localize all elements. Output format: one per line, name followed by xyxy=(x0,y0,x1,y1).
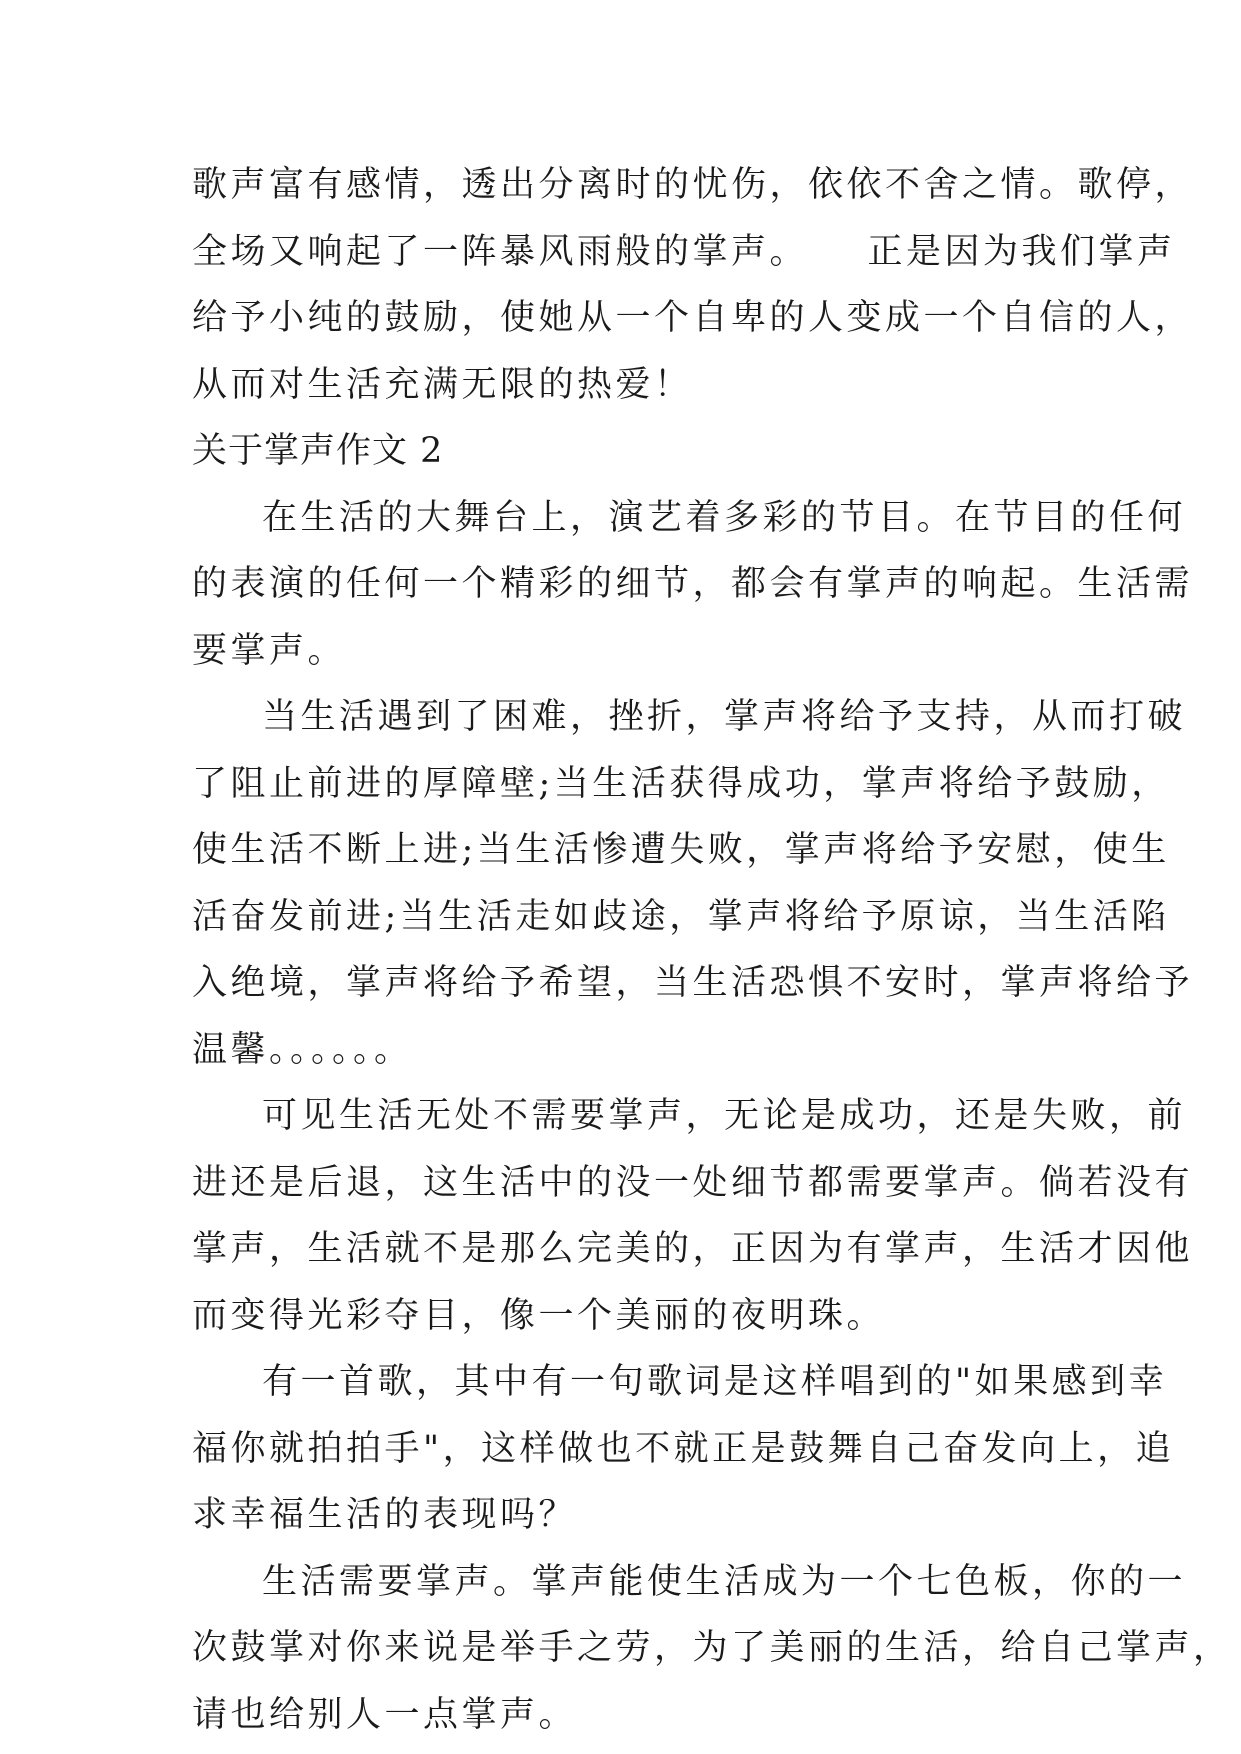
text-line: 了阻止前进的厚障壁;当生活获得成功，掌声将给予鼓励， xyxy=(192,763,1170,804)
text-line: 从而对生活充满无限的热爱！ xyxy=(192,364,693,405)
text-line: 次鼓掌对你来说是举手之劳，为了美丽的生活，给自己掌声， xyxy=(192,1628,1232,1668)
text-line: 求幸福生活的表现吗？ xyxy=(192,1495,578,1535)
text-line: 请也给别人一点掌声。 xyxy=(192,1694,578,1735)
text-line: 活奋发前进;当生活走如歧途，掌声将给予原谅，当生活陷 xyxy=(192,896,1170,937)
text-line: 给予小纯的鼓励，使她从一个自卑的人变成一个自信的人， xyxy=(192,298,1194,338)
text-line: 福你就拍拍手"，这样做也不就正是鼓舞自己奋发向上，追 xyxy=(192,1428,1175,1469)
text-line: 的表演的任何一个精彩的细节，都会有掌声的响起。生活需 xyxy=(192,564,1194,604)
paragraph-first-line: 生活需要掌声。掌声能使生活成为一个七色板，你的一 xyxy=(262,1561,1187,1602)
text-line: 而变得光彩夺目，像一个美丽的夜明珠。 xyxy=(192,1295,886,1336)
paragraph-first-line: 可见生活无处不需要掌声，无论是成功，还是失败，前 xyxy=(262,1096,1187,1136)
text-line: 进还是后退，这生活中的没一处细节都需要掌声。倘若没有 xyxy=(192,1162,1194,1203)
paragraph-first-line: 当生活遇到了困难，挫折，掌声将给予支持，从而打破 xyxy=(262,697,1187,737)
text-line: 歌声富有感情，透出分离时的忧伤，依依不舍之情。歌停， xyxy=(192,165,1194,205)
text-line: 入绝境，掌声将给予希望，当生活恐惧不安时，掌声将给予 xyxy=(192,963,1194,1003)
text-line: 温馨。。。。。。 xyxy=(192,1029,413,1070)
paragraph-first-line: 在生活的大舞台上，演艺着多彩的节目。在节目的任何 xyxy=(262,497,1187,538)
paragraph-first-line: 有一首歌，其中有一句歌词是这样唱到的"如果感到幸 xyxy=(262,1362,1168,1402)
text-line: 要掌声。 xyxy=(192,630,347,671)
text-line: 使生活不断上进;当生活惨遭失败，掌声将给予安慰，使生 xyxy=(192,830,1170,870)
section-heading: 关于掌声作文 2 xyxy=(192,431,444,471)
document-body xyxy=(192,152,1232,1748)
text-line: 全场又响起了一阵暴风雨般的掌声。 正是因为我们掌声 xyxy=(192,231,1176,272)
text-line: 掌声，生活就不是那么完美的，正因为有掌声，生活才因他 xyxy=(192,1229,1194,1269)
